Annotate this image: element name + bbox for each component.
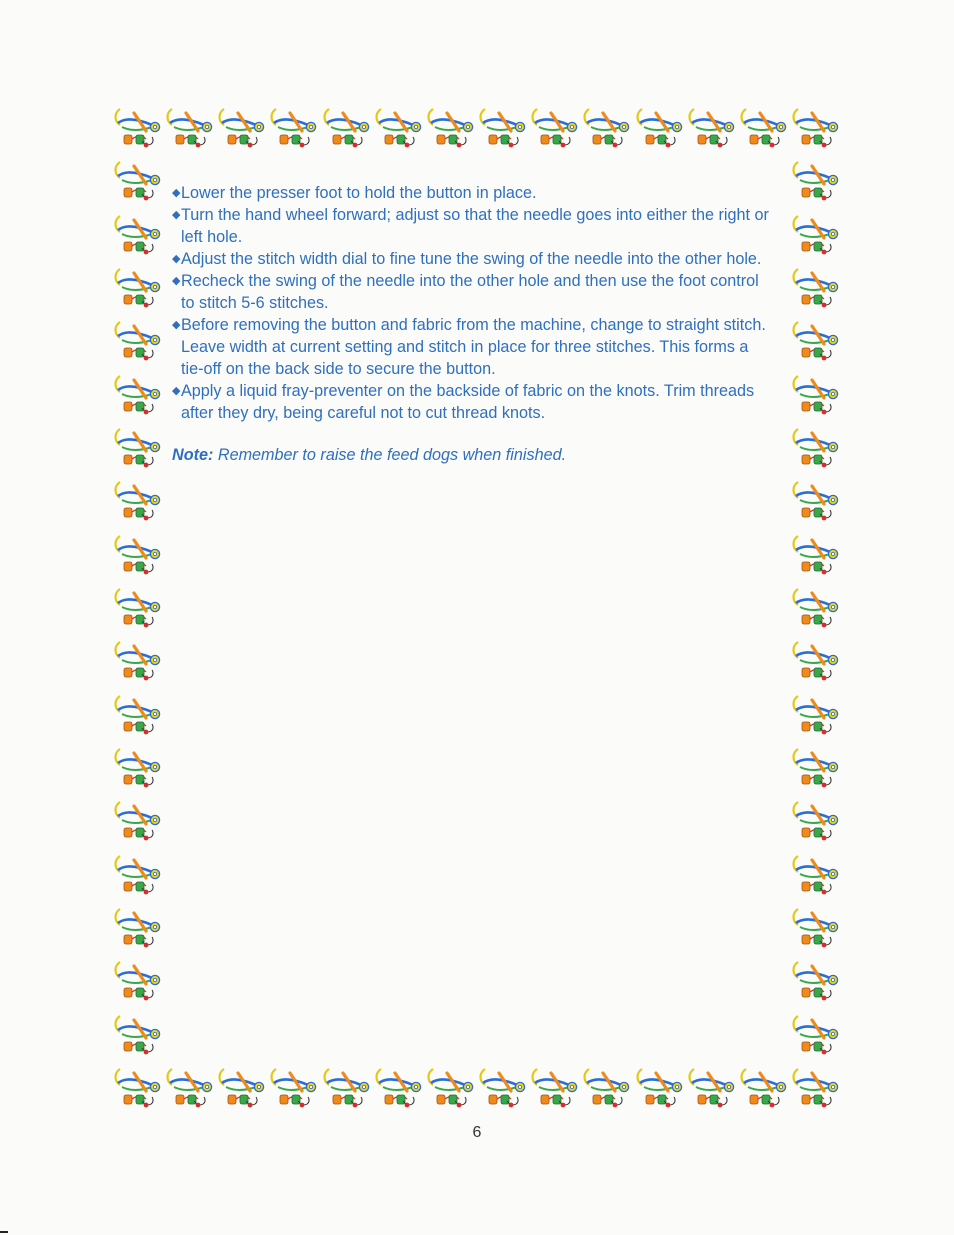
sewing-notions-motif-icon	[790, 1012, 842, 1064]
sewing-notions-motif-icon	[790, 105, 842, 157]
sewing-notions-motif-icon	[321, 105, 373, 157]
step-text: Adjust the stitch width dial to fine tune the swing of the needle into the other hole.	[181, 250, 762, 268]
sewing-notions-motif-icon	[112, 372, 164, 424]
step-text: Apply a liquid fray-preventer on the backside of fabric on the knots. Trim threads after they dry, being careful not to cut thread knots.	[181, 382, 755, 422]
sewing-notions-motif-icon	[112, 1012, 164, 1064]
sewing-notions-motif-icon	[790, 212, 842, 264]
sewing-notions-motif-icon	[112, 532, 164, 584]
sewing-notions-motif-icon	[529, 1065, 581, 1117]
sewing-notions-motif-icon	[112, 425, 164, 477]
sewing-notions-motif-icon	[790, 745, 842, 797]
sewing-notions-motif-icon	[790, 958, 842, 1010]
sewing-notions-motif-icon	[112, 105, 164, 157]
sewing-notions-motif-icon	[112, 265, 164, 317]
sewing-notions-motif-icon	[790, 798, 842, 850]
scan-edge-mark	[0, 1231, 8, 1233]
note	[172, 444, 772, 466]
page-number: 6	[472, 1124, 482, 1141]
sewing-notions-motif-icon	[790, 585, 842, 637]
sewing-notions-motif-icon	[112, 905, 164, 957]
sewing-notions-motif-icon	[686, 1065, 738, 1117]
sewing-notions-motif-icon	[738, 1065, 790, 1117]
sewing-notions-motif-icon	[477, 105, 529, 157]
sewing-notions-motif-icon	[268, 1065, 320, 1117]
sewing-notions-motif-icon	[790, 1065, 842, 1117]
sewing-notions-motif-icon	[112, 158, 164, 210]
sewing-notions-motif-icon	[112, 212, 164, 264]
sewing-notions-motif-icon	[790, 372, 842, 424]
sewing-notions-motif-icon	[112, 852, 164, 904]
sewing-notions-motif-icon	[790, 318, 842, 370]
sewing-notions-motif-icon	[112, 585, 164, 637]
sewing-notions-motif-icon	[581, 1065, 633, 1117]
note-text: Remember to raise the feed dogs when finished.	[213, 446, 567, 464]
step-tie-off	[172, 314, 772, 380]
step-adjust-stitch-width	[172, 248, 772, 270]
sewing-notions-motif-icon	[425, 1065, 477, 1117]
sewing-notions-motif-icon	[634, 105, 686, 157]
sewing-notions-motif-icon	[112, 318, 164, 370]
diamond-bullet-icon: ◆	[172, 209, 181, 221]
sewing-notions-motif-icon	[738, 105, 790, 157]
sewing-notions-motif-icon	[686, 105, 738, 157]
sewing-notions-motif-icon	[581, 105, 633, 157]
sewing-notions-motif-icon	[112, 798, 164, 850]
sewing-notions-motif-icon	[529, 105, 581, 157]
instruction-content	[172, 182, 772, 482]
sewing-notions-motif-icon	[112, 745, 164, 797]
sewing-notions-motif-icon	[790, 532, 842, 584]
sewing-notions-motif-icon	[164, 1065, 216, 1117]
step-text: Lower the presser foot to hold the button in place.	[181, 184, 537, 202]
sewing-notions-motif-icon	[321, 1065, 373, 1117]
sewing-notions-motif-icon	[425, 105, 477, 157]
sewing-notions-motif-icon	[634, 1065, 686, 1117]
diamond-bullet-icon: ◆	[172, 275, 181, 287]
diamond-bullet-icon: ◆	[172, 253, 181, 265]
sewing-notions-motif-icon	[790, 265, 842, 317]
diamond-bullet-icon: ◆	[172, 319, 181, 331]
sewing-notions-motif-icon	[373, 1065, 425, 1117]
sewing-notions-motif-icon	[790, 158, 842, 210]
step-recheck-swing	[172, 270, 772, 314]
step-text: Before removing the button and fabric from the machine, change to straight stitch. Leave width at current setting and stitch in place for three stitches. This forms a tie-off on the back side to secure the button.	[181, 316, 766, 378]
step-text: Recheck the swing of the needle into the other hole and then use the foot control to stitch 5-6 stitches.	[181, 272, 759, 312]
step-fray-preventer	[172, 380, 772, 424]
step-turn-hand-wheel	[172, 204, 772, 248]
sewing-notions-motif-icon	[112, 638, 164, 690]
sewing-notions-motif-icon	[164, 105, 216, 157]
sewing-notions-motif-icon	[790, 638, 842, 690]
step-lower-presser-foot	[172, 182, 772, 204]
sewing-notions-motif-icon	[112, 692, 164, 744]
sewing-notions-motif-icon	[790, 692, 842, 744]
sewing-notions-motif-icon	[373, 105, 425, 157]
diamond-bullet-icon: ◆	[172, 187, 181, 199]
sewing-notions-motif-icon	[790, 852, 842, 904]
sewing-notions-motif-icon	[790, 425, 842, 477]
sewing-notions-motif-icon	[477, 1065, 529, 1117]
sewing-notions-motif-icon	[112, 478, 164, 530]
sewing-notions-motif-icon	[790, 905, 842, 957]
steps-list	[172, 182, 772, 424]
diamond-bullet-icon: ◆	[172, 385, 181, 397]
sewing-notions-motif-icon	[112, 958, 164, 1010]
note-label: Note:	[172, 446, 214, 464]
sewing-notions-motif-icon	[790, 478, 842, 530]
sewing-notions-motif-icon	[112, 1065, 164, 1117]
step-text: Turn the hand wheel forward; adjust so that the needle goes into either the right or left hole.	[181, 206, 769, 246]
sewing-notions-motif-icon	[268, 105, 320, 157]
sewing-notions-motif-icon	[216, 1065, 268, 1117]
sewing-notions-motif-icon	[216, 105, 268, 157]
